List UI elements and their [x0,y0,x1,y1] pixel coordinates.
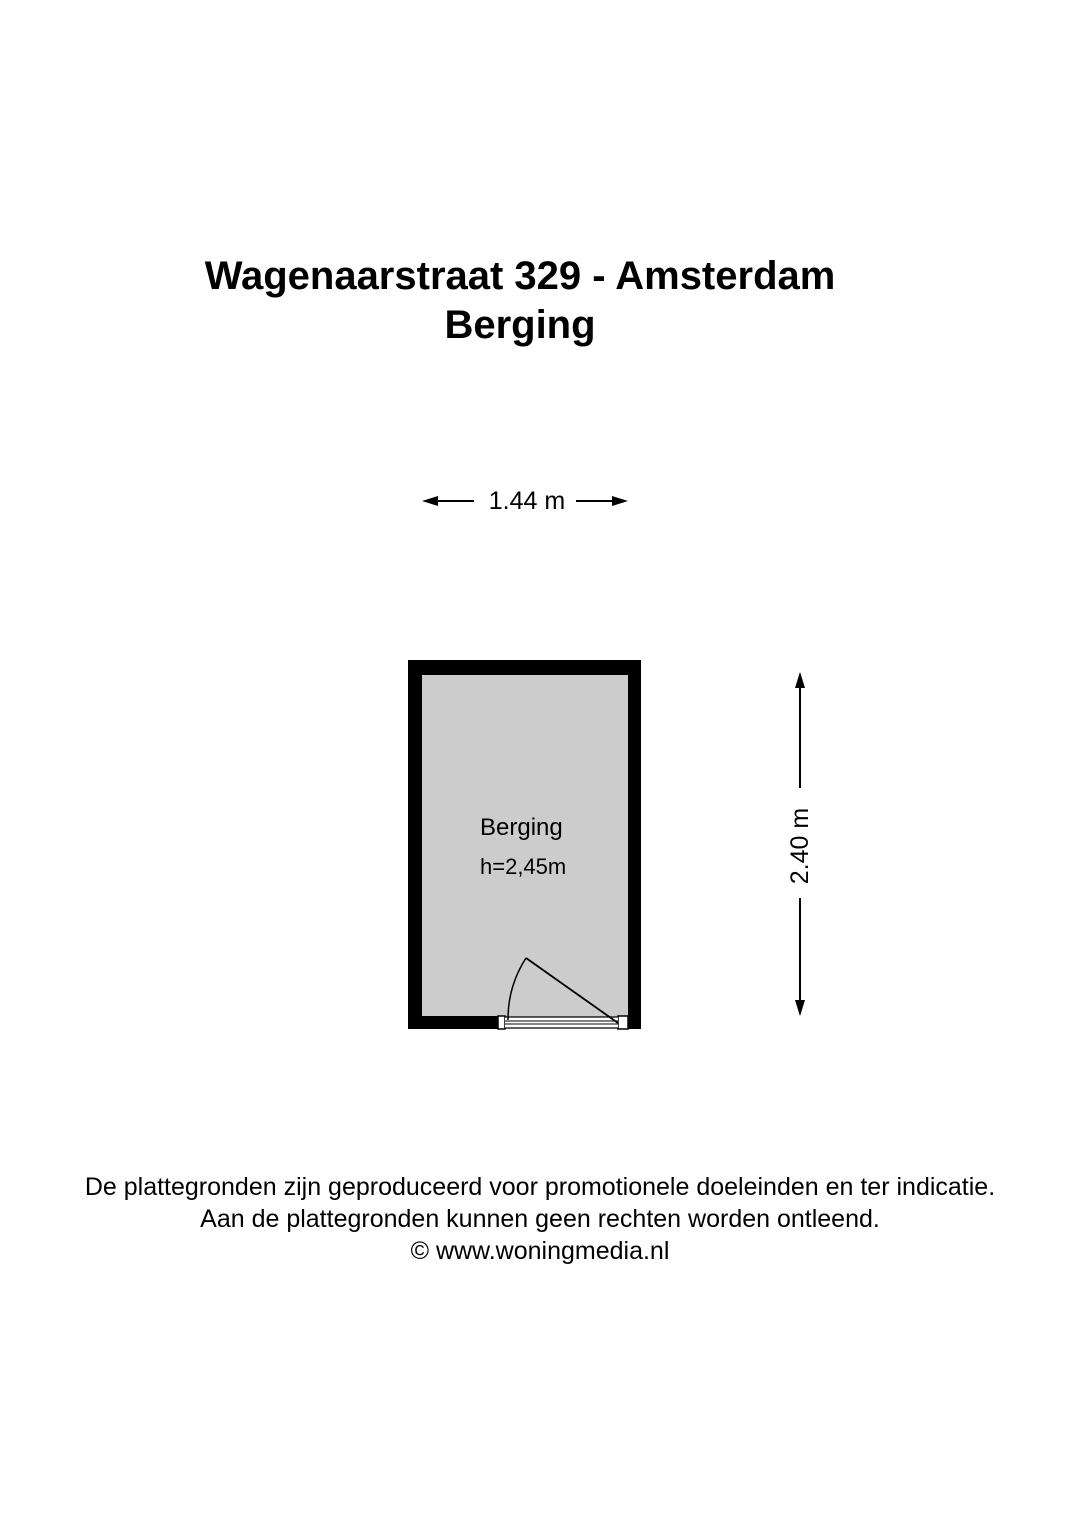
room-height-label: h=2,45m [480,854,567,879]
disclaimer-line-1: De plattegronden zijn geproduceerd voor promotionele doeleinden en ter indicatie. [84,1173,996,1201]
page-subtitle: Berging [444,303,596,347]
door-jamb-left [498,1016,505,1029]
page-title: Wagenaarstraat 329 - Amsterdam [204,254,836,298]
wall-right [628,660,641,1029]
door-threshold [505,1017,618,1028]
copyright-text: © www.woningmedia.nl [410,1237,670,1265]
width-dimension-label: 1.44 m [488,487,566,515]
wall-bottom [408,1016,498,1029]
room-floor [422,675,628,1023]
room-label: Berging [480,814,563,841]
floor-plan-drawing [400,655,660,1040]
wall-top [408,660,641,675]
width-dimension [422,483,632,519]
wall-left [408,660,422,1029]
door-jamb-right [618,1016,628,1029]
depth-dimension-label: 2.40 m [786,807,814,885]
disclaimer-line-2: Aan de plattegronden kunnen geen rechten worden ontleend. [200,1205,880,1233]
floor-plan [400,655,660,1040]
